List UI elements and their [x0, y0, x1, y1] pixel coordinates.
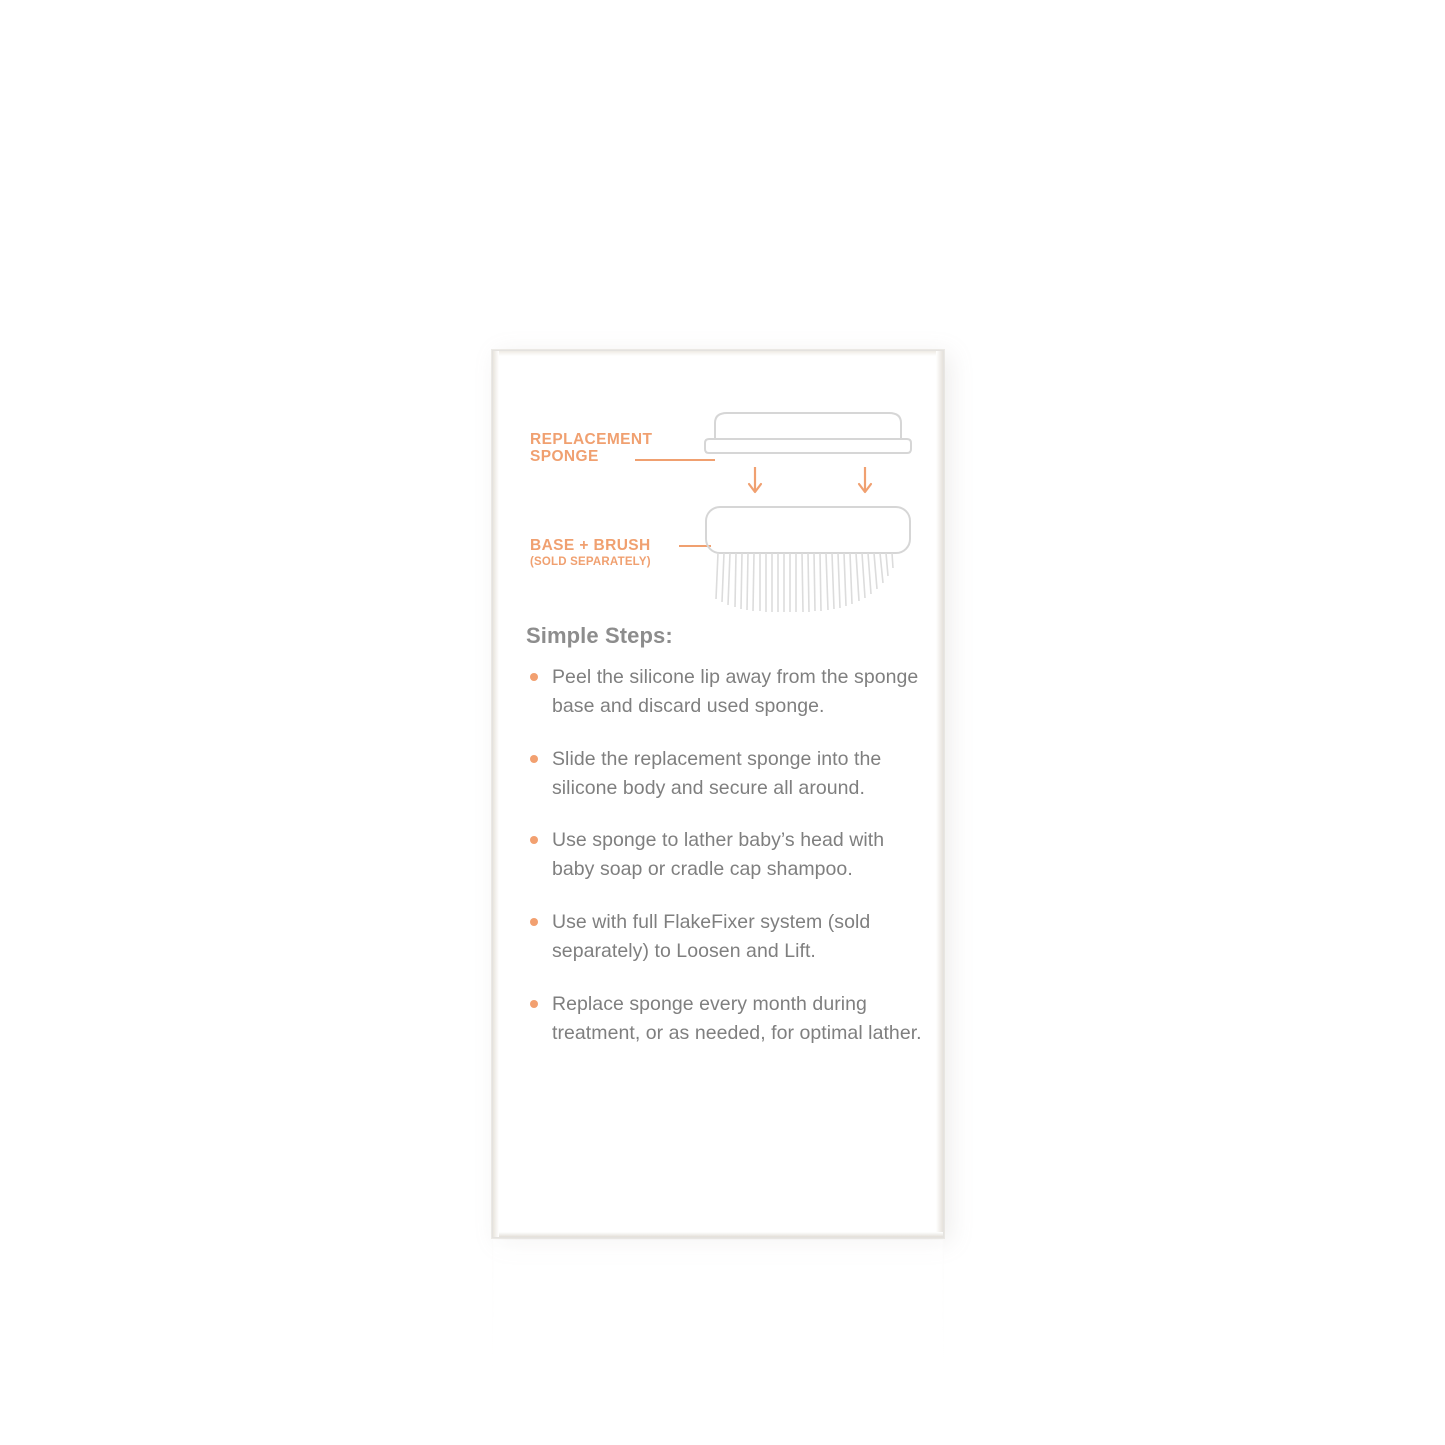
bullet-icon	[530, 673, 538, 681]
box-bottom-edge	[493, 1232, 943, 1237]
down-arrow-icon-left	[749, 467, 761, 492]
replacement-sponge-label-line1: REPLACEMENT	[530, 431, 653, 448]
step-text: Peel the silicone lip away from the sponge base and discard used sponge.	[552, 666, 919, 717]
step-item	[526, 990, 926, 1048]
bullet-icon	[530, 755, 538, 763]
replacement-sponge-label-line2: SPONGE	[530, 448, 599, 466]
step-text: Use with full FlakeFixer system (sold separately) to Loosen and Lift.	[552, 911, 871, 963]
step-item	[526, 826, 926, 884]
step-text: Replace sponge every month during treatment, or as needed, for optimal lather.	[552, 992, 922, 1044]
base-brush-sublabel: (SOLD SEPARATELY)	[530, 556, 651, 569]
reflection-inner	[492, 1240, 944, 1400]
product-box	[492, 350, 944, 1238]
assembly-diagram	[493, 387, 944, 627]
bullet-icon	[530, 918, 538, 926]
replacement-sponge-icon	[705, 413, 911, 453]
down-arrow-icon-right	[859, 467, 871, 492]
simple-steps-list	[526, 663, 926, 1048]
step-text: Slide the replacement sponge into the silicone body and secure all around.	[552, 747, 882, 799]
bullet-icon	[530, 836, 538, 844]
bullet-icon	[530, 1000, 538, 1008]
brush-bristles-icon	[716, 553, 893, 612]
step-text: Use sponge to lather baby’s head with baby soap or cradle cap shampoo.	[552, 829, 885, 881]
simple-steps-section	[526, 623, 926, 1072]
box-reflection	[492, 1240, 944, 1400]
base-brush-icon	[706, 507, 910, 553]
step-item	[526, 745, 926, 803]
step-item	[526, 908, 926, 966]
reflection-fade	[492, 1240, 944, 1400]
base-brush-label-text: BASE + BRUSH	[530, 537, 651, 554]
reflection-box-shape	[492, 1240, 944, 1400]
diagram-illustration	[493, 387, 944, 627]
step-item	[526, 663, 926, 721]
simple-steps-title: Simple Steps:	[526, 623, 673, 648]
